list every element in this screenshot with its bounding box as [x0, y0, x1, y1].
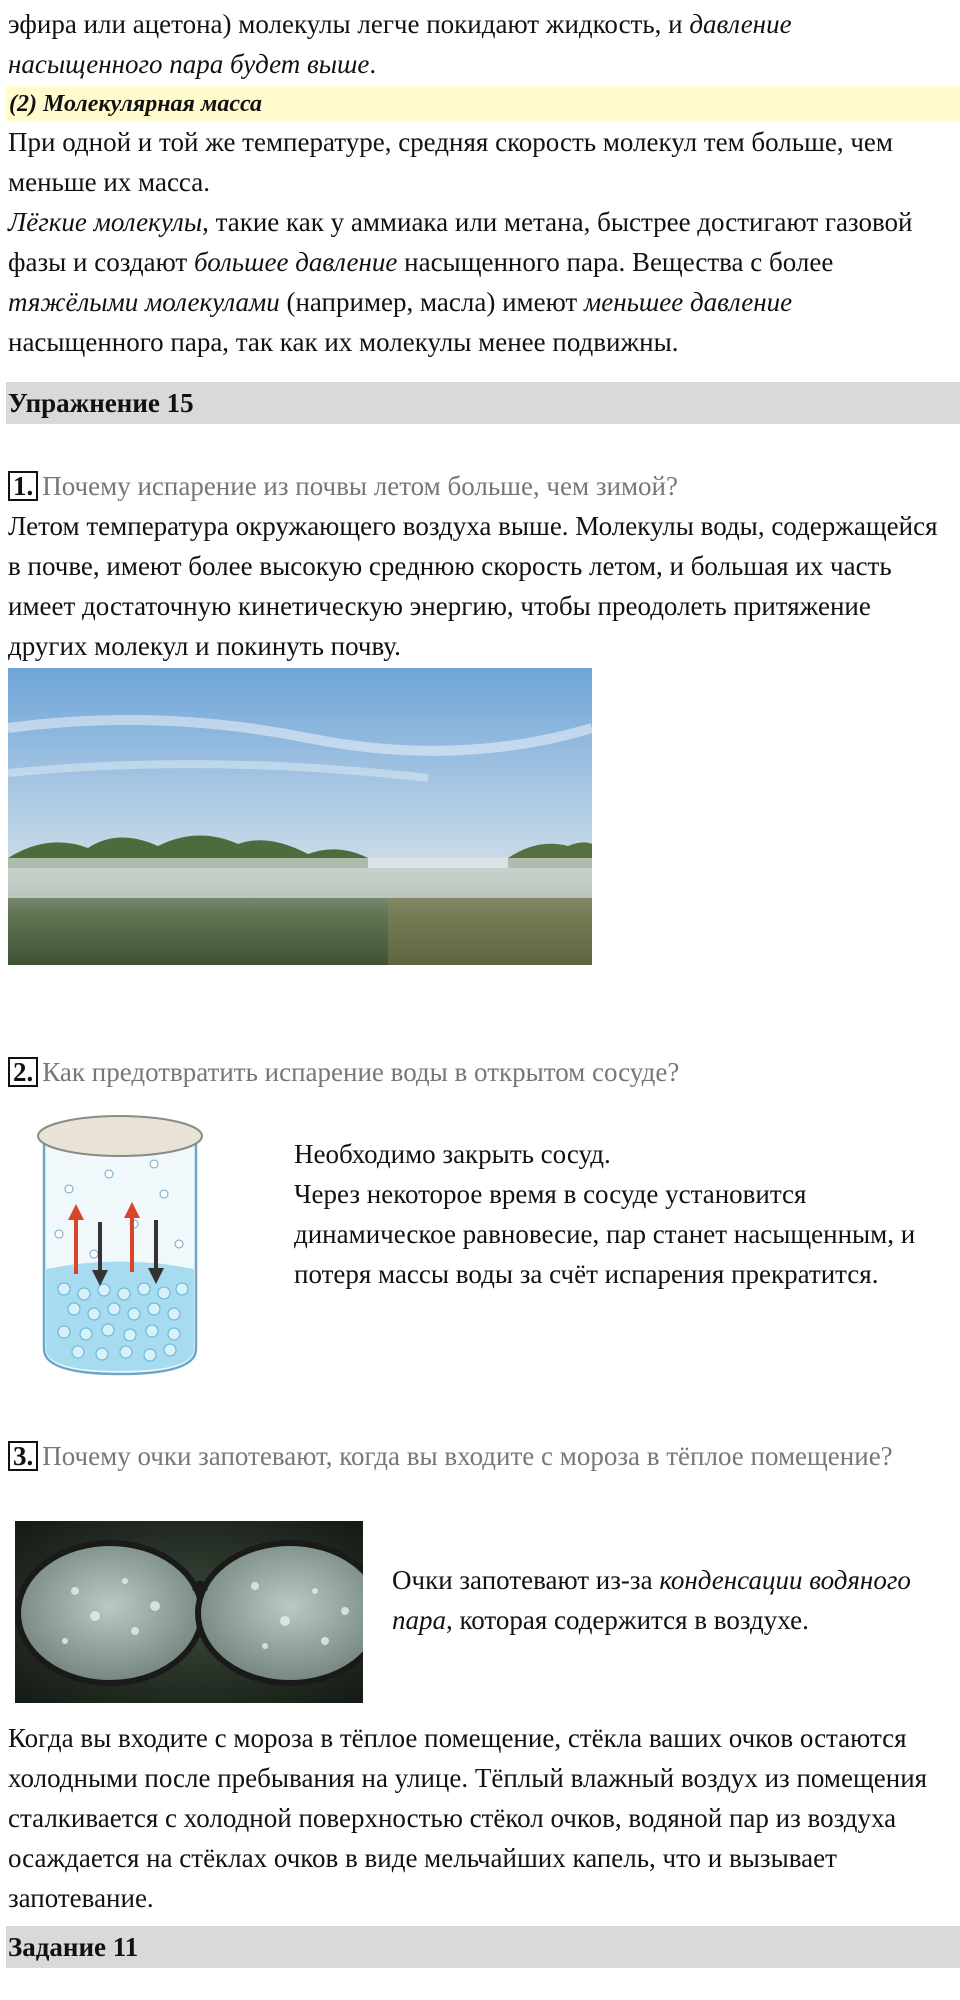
question-number: 2. [8, 1057, 38, 1087]
closed-jar-illustration [14, 1094, 226, 1390]
question-text: Как предотвратить испарение воды в открытом сосуде? [42, 1057, 680, 1087]
question-text: Почему испарение из почвы летом больше, чем зимой? [42, 471, 678, 501]
answer-3-text-b: , которая содержится в воздухе. [446, 1605, 809, 1635]
section-exercise-15: Упражнение 15 [6, 382, 960, 424]
mass-text-4: (например, масла) имеют [279, 287, 584, 317]
intro-emphasis-2: насыщенного пара будет выше [8, 49, 370, 79]
section-task-11: Задание 11 [6, 1926, 960, 1968]
mass-text-2: , такие как у аммиака или метана, быстрее достигают газовой фазы и создают [8, 207, 913, 277]
intro-end: . [369, 49, 377, 79]
intro-emphasis: давление [689, 9, 792, 39]
answer-1: Летом температура окружающего воздуха выше. Молекулы воды, содержащейся в почве, имеют более высокую среднюю скорость летом, и большая их часть имеет достаточную кинетическую энергию, чтобы преодолеть притяжение других молекул и покинуть почву. [8, 511, 938, 661]
fogged-glasses-photo [15, 1521, 363, 1703]
intro-paragraph [8, 4, 948, 84]
question-3 [8, 1436, 948, 1476]
subheading-molecular-mass: (2) Молекулярная масса [6, 86, 960, 122]
question-text: Почему очки запотевают, когда вы входите с мороза в тёплое помещение? [42, 1441, 893, 1471]
foggy-field-photo [8, 668, 592, 965]
question-1 [8, 466, 678, 506]
mass-text-3: насыщенного пара. Вещества с более [397, 247, 834, 277]
answer-2-text: Через некоторое время в сосуде установится динамическое равновесие, пар станет насыщенным, и потеря массы воды за счёт испарения прекратится. [294, 1179, 916, 1289]
intro-text: эфира или ацетона) молекулы легче покидают жидкость, и [8, 9, 690, 39]
answer-3 [392, 1560, 912, 1640]
mass-em-heavy: тяжёлыми молекулами [8, 287, 280, 317]
answer-2 [294, 1134, 954, 1294]
question-number: 3. [8, 1441, 38, 1471]
answer-2-line1: Необходимо закрыть сосуд. [294, 1139, 611, 1169]
mass-em-more: большее давление [193, 247, 398, 277]
mass-text-5: насыщенного пара, так как их молекулы менее подвижны. [8, 327, 679, 357]
question-2 [8, 1052, 679, 1092]
answer-3-text-a: Очки запотевают из-за [392, 1565, 660, 1595]
mass-text-1: При одной и той же температуре, средняя скорость молекул тем больше, чем меньше их масса. [8, 127, 894, 197]
answer-3-emphasis: конденсации водяного пара [392, 1565, 911, 1635]
mass-em-light: Лёгкие молекулы [8, 207, 203, 237]
explanation-3: Когда вы входите с мороза в тёплое помещение, стёкла ваших очков остаются холодными после пребывания на улице. Тёплый влажный воздух из помещения сталкивается с холодной поверхностью стёкол очков, водяной пар из воздуха осаждается на стёклах очков в виде мельчайших капель, что и вызывает запотевание. [8, 1723, 928, 1913]
mass-paragraph [8, 122, 948, 362]
question-number: 1. [8, 471, 38, 501]
mass-em-less: меньшее давление [583, 287, 793, 317]
